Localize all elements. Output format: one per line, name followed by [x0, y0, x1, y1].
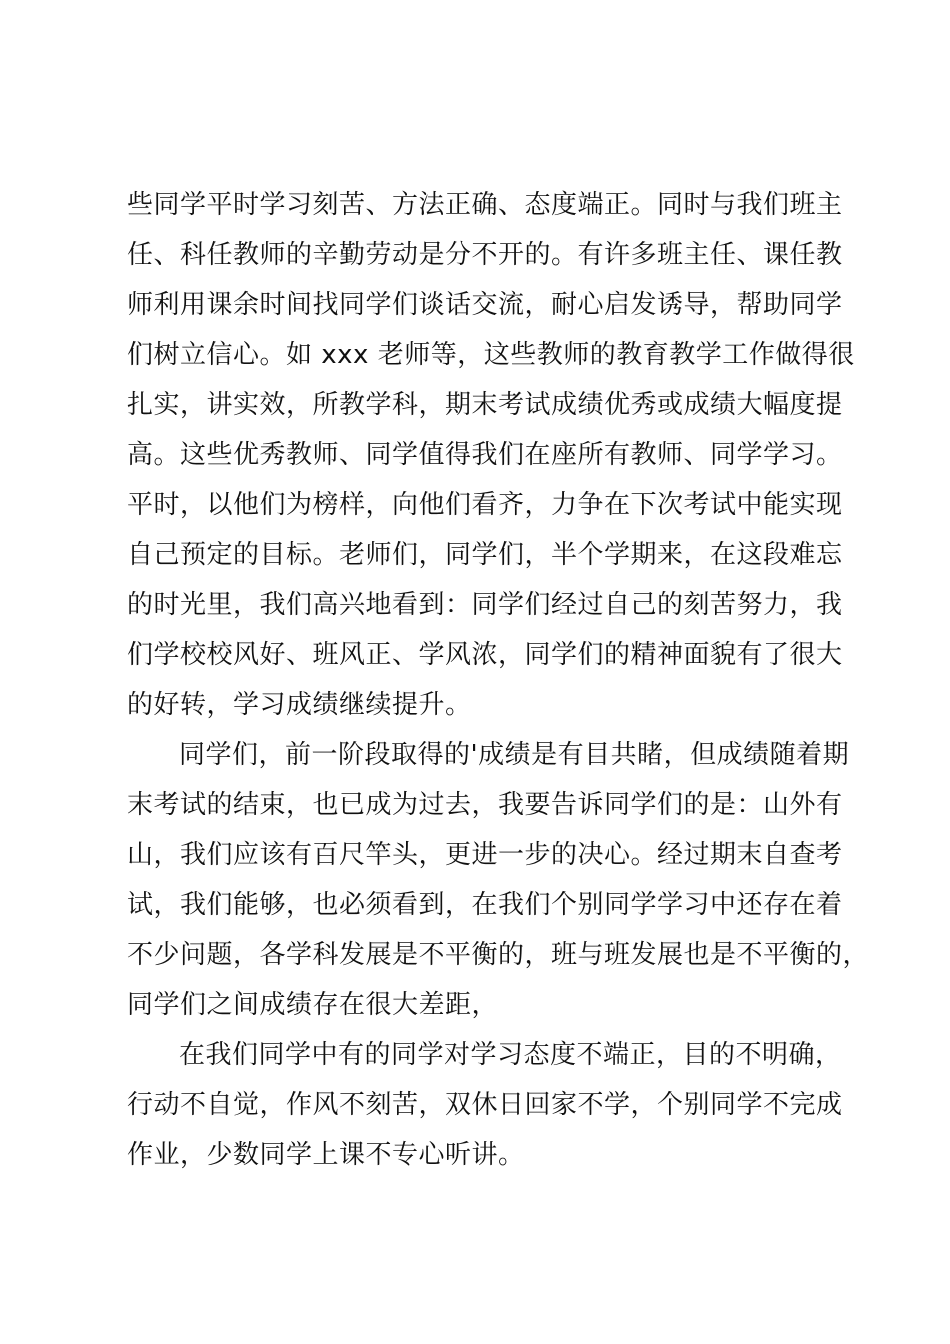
paragraph-1: [127, 180, 867, 730]
text-line: 任、科任教师的辛勤劳动是分不开的。有许多班主任、课任教: [127, 240, 843, 270]
text-line: 师利用课余时间找同学们谈话交流，耐心启发诱导，帮助同学: [127, 290, 843, 320]
text-line: 平时，以他们为榜样，向他们看齐，力争在下次考试中能实现: [127, 490, 843, 520]
paragraph-3: [127, 1030, 867, 1180]
document-body: [127, 180, 870, 1180]
text-line: 行动不自觉，作风不刻苦，双休日回家不学，个别同学不完成: [127, 1090, 843, 1120]
text-line: 试，我们能够，也必须看到，在我们个别同学学习中还存在着: [127, 890, 843, 920]
text-line: 同学们，前一阶段取得的'成绩是有目共睹，但成绩随着期: [179, 740, 850, 770]
text-line: 些同学平时学习刻苦、方法正确、态度端正。同时与我们班主: [127, 190, 843, 220]
text-line: 扎实，讲实效，所教学科，期末考试成绩优秀或成绩大幅度提: [127, 390, 843, 420]
text-line: 不少问题，各学科发展是不平衡的，班与班发展也是不平衡的，: [127, 940, 870, 970]
text-line: 在我们同学中有的同学对学习态度不端正，目的不明确，: [179, 1040, 842, 1070]
text-line: 高。这些优秀教师、同学值得我们在座所有教师、同学学习。: [127, 440, 843, 470]
text-line: 山，我们应该有百尺竿头，更进一步的决心。经过期末自查考: [127, 840, 843, 870]
text-line: 同学们之间成绩存在很大差距，: [127, 990, 499, 1020]
text-line: 们树立信心。如 xxx 老师等，这些教师的教育教学工作做得很: [127, 340, 855, 370]
text-line: 的时光里，我们高兴地看到：同学们经过自己的刻苦努力，我: [127, 590, 843, 620]
text-line: 们学校校风好、班风正、学风浓，同学们的精神面貌有了很大: [127, 640, 843, 670]
text-line: 作业，少数同学上课不专心听讲。: [127, 1140, 525, 1170]
text-line: 的好转，学习成绩继续提升。: [127, 690, 472, 720]
text-line: 自己预定的目标。老师们，同学们，半个学期来，在这段难忘: [127, 540, 843, 570]
text-line: 末考试的结束，也已成为过去，我要告诉同学们的是：山外有: [127, 790, 843, 820]
paragraph-2: [127, 730, 870, 1030]
